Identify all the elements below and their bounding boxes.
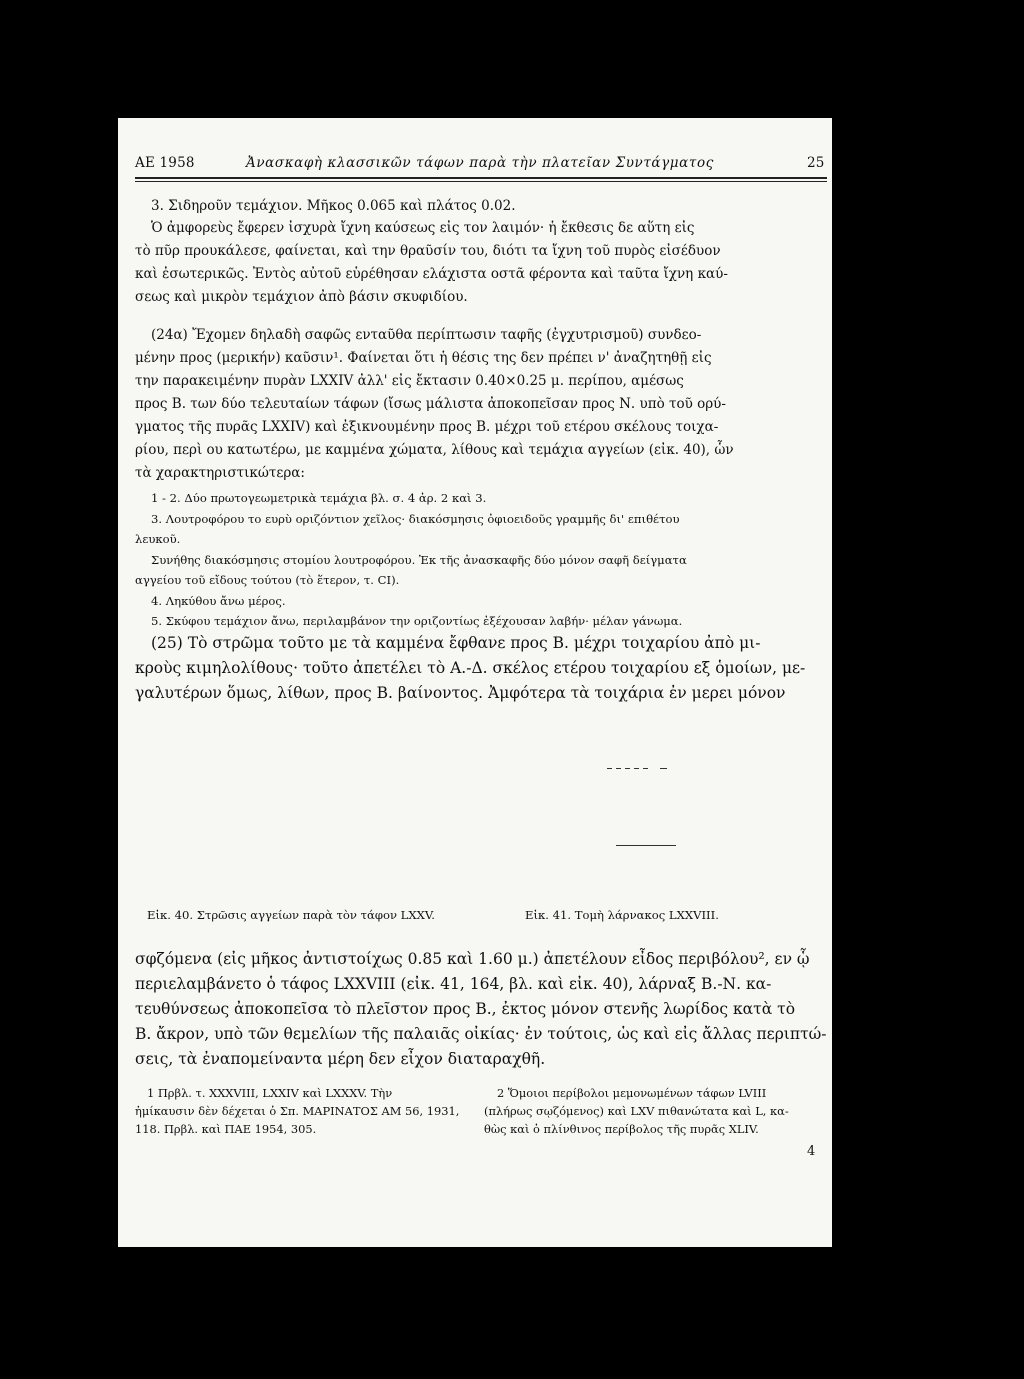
text-line: ρίου, περὶ ου κατωτέρω, με καμμένα χώματα, λίθους καὶ τεμάχια αγγείων (εἰκ. 40), ὧν bbox=[135, 442, 734, 458]
text-line: προς Β. των δύο τελευταίων τάφων (ἴσως μάλιστα ἀποκοπεῖσαν προς Ν. υπὸ τοῦ ορύ- bbox=[135, 396, 726, 412]
text-line: τὰ χαρακτηριστικώτερα: bbox=[135, 465, 305, 481]
figure-mark bbox=[607, 768, 612, 769]
text-line: σφζόμενα (εἰς μῆκος ἀντιστοίχως 0.85 καὶ 1.60 μ.) ἀπετέλουν εἶδος περιβόλου², εν ᾧ bbox=[135, 950, 810, 968]
text-line: Ὁ ἀμφορεὺς ἔφερεν ἰσχυρὰ ἴχνη καύσεως εἰς τον λαιμόν· ἡ ἔκθεσις δε αὕτη εἰς bbox=[151, 220, 695, 236]
text-line: Β. ἄκρον, υπὸ τῶν θεμελίων τῆς παλαιᾶς οἰκίας· ἐν τούτοις, ὡς καὶ εἰς ἄλλας περιπτώ- bbox=[135, 1025, 827, 1043]
list-item: αγγείου τοῦ εἴδους τούτου (τὸ ἕτερον, τ. CI). bbox=[135, 573, 400, 587]
text-line: γματος τῆς πυρᾶς LXXIV) καὶ ἐξικνουμένην προς Β. μέχρι τοῦ ετέρου σκέλους τοιχα- bbox=[135, 419, 719, 435]
figure-mark bbox=[660, 768, 667, 769]
list-item: 3. Λουτροφόρου το ευρὺ οριζόντιον χεῖλος· διακόσμησις ὀφιοειδοῦς γραμμῆς δι' επιθέτου bbox=[151, 512, 680, 526]
text-line: μένην προς (μερικήν) καῦσιν¹. Φαίνεται ὅτι ἡ θέσις της δεν πρέπει ν' ἀναζητηθῇ εἰς bbox=[135, 350, 712, 366]
text-line: 3. Σιδηροῦν τεμάχιον. Μῆκος 0.065 καὶ πλάτος 0.02. bbox=[151, 198, 516, 214]
figure-caption-41: Εἰκ. 41. Τομὴ λάρνακος LXXVIII. bbox=[525, 908, 719, 922]
footnote-line: 118. Πρβλ. καὶ ΠΑΕ 1954, 305. bbox=[135, 1122, 317, 1136]
text-line: τευθύνσεως ἀποκοπεῖσα τὸ πλεῖστον προς Β., ἐκτος μόνον στενῆς λωρίδος κατὰ τὸ bbox=[135, 1000, 796, 1018]
text-line: (25) Τὸ στρῶμα τοῦτο με τὰ καμμένα ἔφθανε προς Β. μέχρι τοιχαρίου ἀπὸ μι- bbox=[151, 634, 761, 652]
figure-mark bbox=[643, 768, 648, 769]
footnote-line: θὼς καὶ ὁ πλίνθινος περίβολος τῆς πυρᾶς XLIV. bbox=[484, 1122, 759, 1136]
footnote-line: (πλήρως σῳζόμενος) καὶ LXV πιθανώτατα καὶ L, κα- bbox=[484, 1104, 789, 1118]
journal-abbrev: ΑΕ 1958 bbox=[135, 155, 195, 171]
page-number: 25 bbox=[807, 155, 825, 171]
figure-line bbox=[616, 845, 676, 846]
running-title: Ἀνασκαφὴ κλασσικῶν τάφων παρὰ τὴν πλατεῖαν Συντάγματος bbox=[246, 155, 714, 171]
text-line: κροὺς κιμηλολίθους· τοῦτο ἀπετέλει τὸ Α.-Δ. σκέλος ετέρου τοιχαρίου εξ ὁμοίων, με- bbox=[135, 659, 806, 677]
figure-mark bbox=[616, 768, 621, 769]
text-line: σεις, τὰ ἐναπομείναντα μέρη δεν εἶχον διαταραχθῆ. bbox=[135, 1050, 546, 1068]
footnote-line: 1 Πρβλ. τ. XXXVIII, LXXIV καὶ LXXXV. Τὴν bbox=[147, 1086, 393, 1100]
text-line: σεως καὶ μικρὸν τεμάχιον ἀπὸ βάσιν σκυφιδίου. bbox=[135, 289, 468, 305]
list-item: 4. Ληκύθου ἄνω μέρος. bbox=[151, 594, 286, 608]
text-line: την παρακειμένην πυρὰν LXXIV ἀλλ' εἰς ἔκτασιν 0.40×0.25 μ. περίπου, αμέσως bbox=[135, 373, 684, 389]
header-rule bbox=[135, 177, 827, 179]
list-item: λευκοῦ. bbox=[135, 532, 181, 546]
signature-mark: 4 bbox=[807, 1144, 816, 1159]
figure-mark bbox=[625, 768, 630, 769]
list-item: 5. Σκύφου τεμάχιον ἄνω, περιλαμβάνον την οριζοντίως ἐξέχουσαν λαβήν· μέλαν γάνωμα. bbox=[151, 614, 683, 628]
list-item: 1 - 2. Δύο πρωτογεωμετρικὰ τεμάχια βλ. σ. 4 ἀρ. 2 καὶ 3. bbox=[151, 491, 487, 505]
header-rule-thin bbox=[135, 181, 827, 182]
text-line: (24α) Ἔχομεν δηλαδὴ σαφῶς ενταῦθα περίπτωσιν ταφῆς (ἐγχυτρισμοῦ) συνδεο- bbox=[151, 327, 702, 343]
footnote-line: ἡμίκαυσιν δὲν δέχεται ὁ Σπ. ΜΑΡΙΝΑΤΟΣ ΑΜ 56, 1931, bbox=[135, 1104, 460, 1118]
text-line: καὶ ἐσωτερικῶς. Ἐντὸς αὐτοῦ εὑρέθησαν ελάχιστα οστᾶ φέροντα καὶ ταῦτα ἴχνη καύ- bbox=[135, 266, 728, 282]
list-item: Συνήθης διακόσμησις στομίου λουτροφόρου. Ἐκ τῆς ἀνασκαφῆς δύο μόνον σαφῆ δείγματα bbox=[151, 553, 687, 567]
text-line: περιελαμβάνετο ὁ τάφος LXXVIII (εἰκ. 41, 164, βλ. καὶ εἰκ. 40), λάρναξ Β.-Ν. κα- bbox=[135, 975, 772, 993]
footnote-line: 2 Ὅμοιοι περίβολοι μεμονωμένων τάφων LVIII bbox=[497, 1086, 767, 1100]
text-line: γαλυτέρων ὅμως, λίθων, προς Β. βαίνοντος. Ἀμφότερα τὰ τοιχάρια ἐν μερει μόνον bbox=[135, 684, 786, 702]
text-line: τὸ πῦρ προυκάλεσε, φαίνεται, καὶ την θραῦσίν του, διότι τα ἴχνη τοῦ πυρὸς εἰσέδυον bbox=[135, 243, 721, 259]
figure-caption-40: Εἰκ. 40. Στρῶσις αγγείων παρὰ τὸν τάφον LXXV. bbox=[147, 908, 435, 922]
figure-mark bbox=[634, 768, 639, 769]
